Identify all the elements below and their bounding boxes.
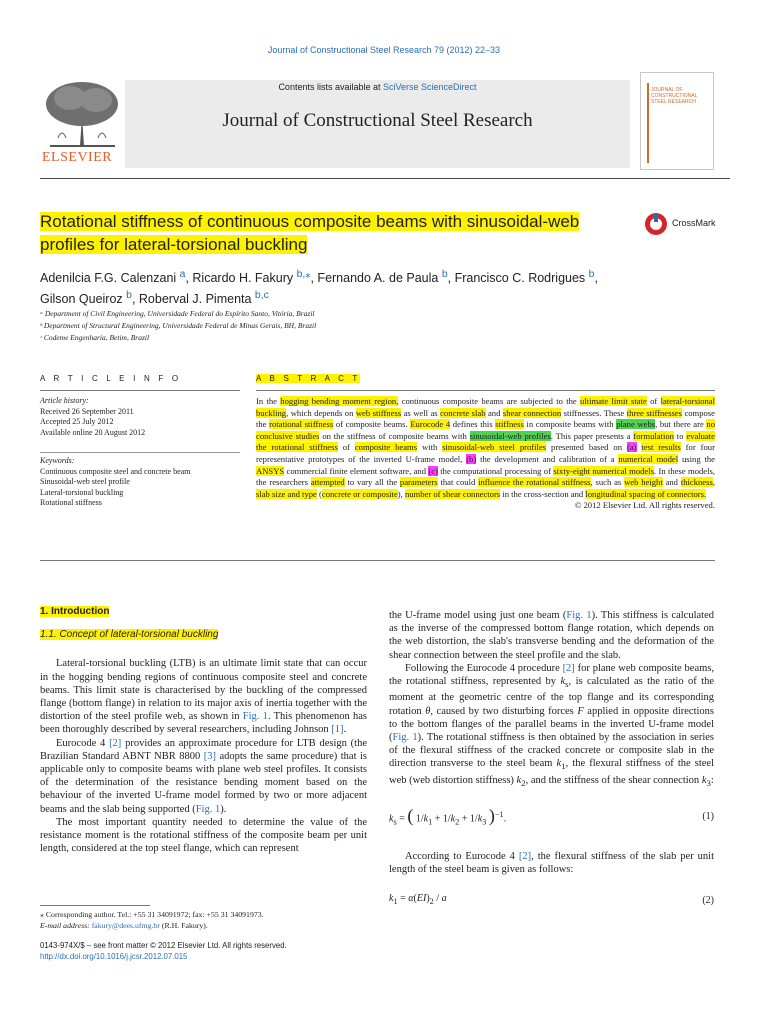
contents-prefix: Contents lists available at xyxy=(278,82,383,92)
author-list xyxy=(40,266,720,308)
elsevier-wordmark: ELSEVIER xyxy=(42,150,113,165)
title-line-1: Rotational stiffness of continuous composite beams with sinusoidal-web xyxy=(40,212,580,231)
author: , Fernando A. de Paula xyxy=(310,271,442,286)
abstract-divider xyxy=(256,390,715,391)
equation-1-number: (1) xyxy=(702,810,714,822)
email-owner: (R.H. Fakury). xyxy=(159,921,208,930)
crossmark-label: CrossMark xyxy=(672,218,716,228)
cover-line: CONSTRUCTIONAL xyxy=(651,93,698,99)
abstract-paragraph: In the hogging bending moment region, continuous composite beams are subjected to the ultimate limit state of lateral-torsional buckling, which depends on web stiffness as well as concrete slab and shear connection stiffnesses. These three stiffnesses compose the rotational stiffness of composite beams. Eurocode 4 defines this stiffness in composite beams with plane webs, but there are no conclusive studies on the stiffness of composite beams with sinusoidal-web profiles. This paper presents a formulation to evaluate the rotational stiffness of composite beams with sinusoidal-web steel profiles presented based on (a) test results for four representative prototypes of the inverted U-frame model, (b) the development and calibration of a numerical model using the ANSYS commercial finite element software, and (c) the computational processing of sixty-eight numerical models. In these models, the researchers attempted to vary all the parameters that could influence the rotational stiffness, such as web height and thickness, slab size and type (concrete or composite), number of shear connectors in the cross-section and longitudinal spacing of connectors. xyxy=(256,396,716,499)
journal-name: Journal of Constructional Steel Research xyxy=(222,110,533,131)
title-line-2: profiles for lateral-torsional buckling xyxy=(40,235,308,254)
email-note xyxy=(40,920,360,931)
contents-line xyxy=(125,82,630,92)
body-paragraph: According to Eurocode 4 [2], the flexural stiffness of the slab per unit length of the steel beam is given as follows: xyxy=(389,850,715,876)
article-info-heading: A R T I C L E I N F O xyxy=(40,374,182,383)
crossmark-icon xyxy=(644,212,668,236)
front-matter-divider xyxy=(40,560,715,561)
issn-line: 0143-974X/$ – see front matter © 2012 Elsevier Ltd. All rights reserved. xyxy=(40,941,287,950)
citation-ref[interactable]: [1] xyxy=(331,724,344,736)
journal-cover-thumbnail[interactable] xyxy=(640,72,714,170)
figure-ref[interactable]: Fig. 1 xyxy=(242,711,268,723)
abstract-body xyxy=(256,396,715,512)
keyword: Lateral-torsional buckling xyxy=(40,487,124,497)
cover-strip xyxy=(647,83,649,163)
keywords-divider xyxy=(40,452,240,453)
equation-2-expression: $k_1 = \alpha(EI)_2 / a$ xyxy=(389,893,447,907)
author-separator: , xyxy=(594,271,598,286)
body-paragraph: the U-frame model using just one beam (Fig. 1). This stiffness is calculated as the inverse of the compressed bottom flange rotation, which depends on the web distortion, the slab's transverse bending and the deformation of the shear connection between the steel profile and the slab. xyxy=(389,610,714,661)
footnote xyxy=(40,909,360,931)
article-info-divider xyxy=(40,390,240,391)
citation-ref[interactable]: [2] xyxy=(518,850,532,862)
author: , Roberval J. Pimenta xyxy=(131,292,255,307)
journal-header xyxy=(40,76,630,172)
article-title xyxy=(40,210,620,256)
subsection-title: 1.1. Concept of lateral-torsional buckling xyxy=(40,629,219,641)
header-divider xyxy=(40,178,730,179)
accepted-date: Accepted 25 July 2012 xyxy=(40,417,114,426)
right-column xyxy=(389,609,714,920)
cover-line: STEEL RESEARCH xyxy=(651,99,696,105)
copyright-notice: © 2012 Elsevier Ltd. All rights reserved. xyxy=(574,500,715,511)
footnote-divider xyxy=(40,905,150,906)
left-column xyxy=(40,605,367,855)
author: , Ricardo H. Fakury xyxy=(185,271,297,286)
author: Gilson Queiroz xyxy=(40,292,127,307)
keyword: Rotational stiffness xyxy=(40,498,102,507)
elsevier-tree-icon xyxy=(40,76,125,150)
author: , Francisco C. Rodrigues xyxy=(447,271,589,286)
cover-title xyxy=(651,87,697,105)
affiliation: ᶜ Codeme Engenharia, Betim, Brazil xyxy=(40,333,150,342)
affil-ref[interactable]: b xyxy=(126,290,132,302)
keywords xyxy=(40,456,240,509)
subsection-heading xyxy=(40,628,367,641)
article-history xyxy=(40,396,240,438)
affil-ref[interactable]: a xyxy=(179,269,186,280)
journal-reference[interactable]: Journal of Constructional Steel Research 79 (2012) 22–33 xyxy=(267,45,501,55)
equation-2-number: (2) xyxy=(702,895,714,907)
online-date: Available online 20 August 2012 xyxy=(40,427,146,437)
figure-ref[interactable]: Fig. 1 xyxy=(566,610,592,621)
affiliation: ᵇ Department of Structural Engineering, Universidade Federal de Minas Gerais, BH, Brazil xyxy=(40,321,317,330)
abstract-heading-text: A B S T R A C T xyxy=(256,374,361,383)
body-paragraph: The most important quantity needed to determine the value of the resistance moment is the rotational stiffness of the composite beam per unit length, considered at the top steel flange, which can represent xyxy=(40,816,367,855)
affiliation: ᵃ Department of Civil Engineering, Universidade Federal do Espírito Santo, Vitória, Brazil xyxy=(40,309,315,318)
elsevier-logo xyxy=(40,76,125,168)
history-label: Article history: xyxy=(40,396,89,405)
figure-ref[interactable]: Fig. 1 xyxy=(195,803,221,815)
figure-ref[interactable]: Fig. 1 xyxy=(392,731,418,743)
keyword: Continuous composite steel and concrete beam xyxy=(40,466,191,476)
corresponding-author-note: ⁎ Corresponding author. Tel.: +55 31 34091972; fax: +55 31 34091973. xyxy=(40,910,264,919)
doi-link[interactable]: http://dx.doi.org/10.1016/j.jcsr.2012.07.015 xyxy=(40,952,188,961)
equation-1-expression: $k_s$ = ( $1/k_1 + 1/k_2 + 1/k_3$ )$^{-1}$. xyxy=(389,805,507,827)
email-label: E-mail address: xyxy=(40,921,92,930)
crossmark-badge[interactable] xyxy=(644,212,734,236)
affil-ref[interactable]: b,c xyxy=(254,290,269,302)
sciencedirect-link[interactable]: SciVerse ScienceDirect xyxy=(383,82,477,92)
affil-ref[interactable]: b,⁎ xyxy=(296,269,311,280)
section-title: 1. Introduction xyxy=(40,606,110,617)
equation-1 xyxy=(389,800,714,836)
received-date: Received 26 September 2011 xyxy=(40,406,134,416)
affil-ref[interactable]: b xyxy=(441,269,448,280)
email-link[interactable]: fakury@dees.ufmg.br xyxy=(91,921,160,930)
body-paragraph: Eurocode 4 [2] provides an approximate procedure for LTB design (the Brazilian Standard ABNT NBR 8800 [3] adopts the same procedure) that is applicable only to composite beams with plane web steel profiles. It consists of the determination of the resistance bending moment based on the behaviour of the inverted U-frame model formed by two or more adjacent beams and the slab being supported (Fig. 1). xyxy=(40,737,367,815)
citation-ref[interactable]: [2] xyxy=(109,737,122,749)
affil-ref[interactable]: b xyxy=(588,269,595,280)
cover-line: JOURNAL OF xyxy=(651,87,683,93)
equation-2 xyxy=(389,884,714,920)
publication-info xyxy=(40,940,370,962)
citation-ref[interactable]: [2] xyxy=(562,662,575,674)
citation-ref[interactable]: [3] xyxy=(203,750,216,762)
section-heading xyxy=(40,605,367,618)
abstract-heading xyxy=(256,374,360,383)
body-paragraph: Lateral-torsional buckling (LTB) is an ultimate limit state that can occur in the hogging bending regions of continuous composite steel and concrete beams. This limit state is characterised by the buckling of the compressed flange (bottom flange) in relation to its major axis of inertia together with the distortion of the steel profile web, as shown in Fig. 1. This phenomenon has been thoroughly described by several researchers, including Johnson [1]. xyxy=(40,658,367,736)
affiliations xyxy=(40,308,720,344)
keyword: Sinusoidal-web steel profile xyxy=(40,477,130,486)
keywords-label: Keywords: xyxy=(40,456,75,465)
author: Adenilcia F.G. Calenzani xyxy=(40,271,180,286)
body-paragraph: Following the Eurocode 4 procedure [2] for plane web composite beams, the rotational stiffness, represented by $k_s$, is calculated as the ratio of the moment at the geometric centre of the top flange and its corresponding rotation θ, caused by two disturbing forces F applied in opposite directions to the bottom flanges of the parallel beams in the inverted U-frame model (Fig. 1). The rotational stiffness is then obtained by the association in series of the flexural stiffness of the cracked concrete or composite slab in the direction transverse to the steel beam $k_1$, the flexural stiffness of the steel web (web distortion stiffness) $k_2$, and the stiffness of the shear connection $k_3$: xyxy=(389,662,714,788)
